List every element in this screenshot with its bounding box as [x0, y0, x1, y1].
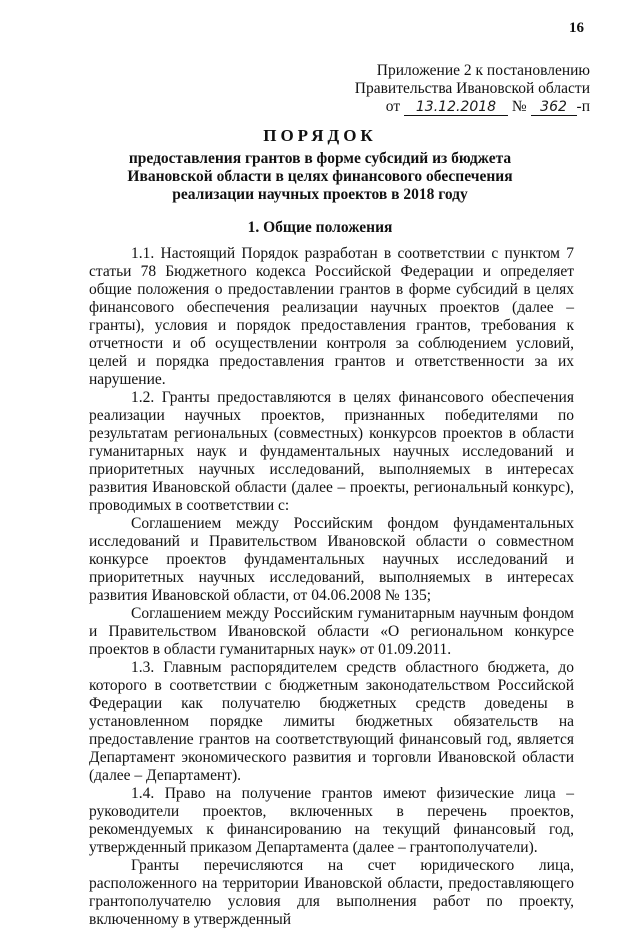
- paragraph-1-2: 1.2. Гранты предоставляются в целях финансового обеспечения реализации научных проектов, признанных победителями по результатам региональных (совместных) конкурсов проектов в области гуманитарных наук и фундаментальных научных исследований и приоритетных научных исследований, выполняемых в интересах развития Ивановской области (далее – проекты, региональный конкурс), проводимых в соответствии с:: [89, 389, 574, 514]
- appendix-line-1: Приложение 2 к постановлению: [376, 62, 590, 79]
- section-heading: 1. Общие положения: [247, 219, 393, 236]
- appendix-line-2: Правительства Ивановской области: [354, 80, 590, 97]
- document-title: ПОРЯДОК: [263, 126, 377, 145]
- appendix-reference: [355, 62, 590, 116]
- paragraph-1-3: 1.3. Главным распорядителем средств областного бюджета, до которого в соответствии с бюджетным законодательством Российской Федерации как получателю бюджетных средств доведены в установленном порядке лимиты бюджетных обязательств на предоставление грантов на соответствующий финансовый год, является Департамент экономического развития и торговли Ивановской области (далее – Департамент).: [89, 659, 574, 784]
- appendix-reference-line: [355, 98, 590, 116]
- handwritten-number: 362: [531, 99, 577, 116]
- paragraph-agreement-rgnf: Соглашением между Российским гуманитарным научным фондом и Правительством Ивановской области «О региональном конкурсе проектов в области гуманитарных наук» от 01.09.2011.: [89, 605, 574, 658]
- from-label: от: [385, 98, 401, 115]
- paragraph-grants-transfer: Гранты перечисляются на счет юридического лица, расположенного на территории Ивановской области, предоставляющего грантополучателю условия для выполнения работ по проекту, включенному в утвержденный: [89, 857, 574, 928]
- document-body: [89, 245, 574, 929]
- number-suffix: -п: [576, 98, 590, 115]
- paragraph-1-4: 1.4. Право на получение грантов имеют физические лица – руководители проектов, включенных в перечень проектов, рекомендуемых к финансированию на текущий финансовый год, утвержденный приказом Департамента (далее – грантополучатели).: [89, 785, 574, 856]
- handwritten-date: 13.12.2018: [404, 99, 508, 116]
- page-number: 16: [569, 20, 584, 36]
- number-label: №: [511, 98, 527, 115]
- paragraph-agreement-rffi: Соглашением между Российским фондом фундаментальных исследований и Правительством Ивановской области о совместном конкурсе проектов фундаментальных научных исследований и приоритетных научных исследований, выполняемых в интересах развития Ивановской области, от 04.06.2008 № 135;: [89, 515, 574, 604]
- document-subtitle: предоставления грантов в форме субсидий из бюджета Ивановской области в целях финансового обеспечения реализации научных проектов в 2018 году: [127, 150, 513, 203]
- paragraph-1-1: 1.1. Настоящий Порядок разработан в соответствии с пунктом 7 статьи 78 Бюджетного кодекса Российской Федерации и определяет общие положения о предоставлении грантов в форме субсидий в целях финансового обеспечения реализации научных проектов (далее – гранты), условия и порядок предоставления грантов, требования к отчетности и об осуществлении контроля за соблюдением условий, целей и порядка предоставления грантов и ответственности за их нарушение.: [89, 245, 574, 388]
- document-title-block: [90, 126, 550, 204]
